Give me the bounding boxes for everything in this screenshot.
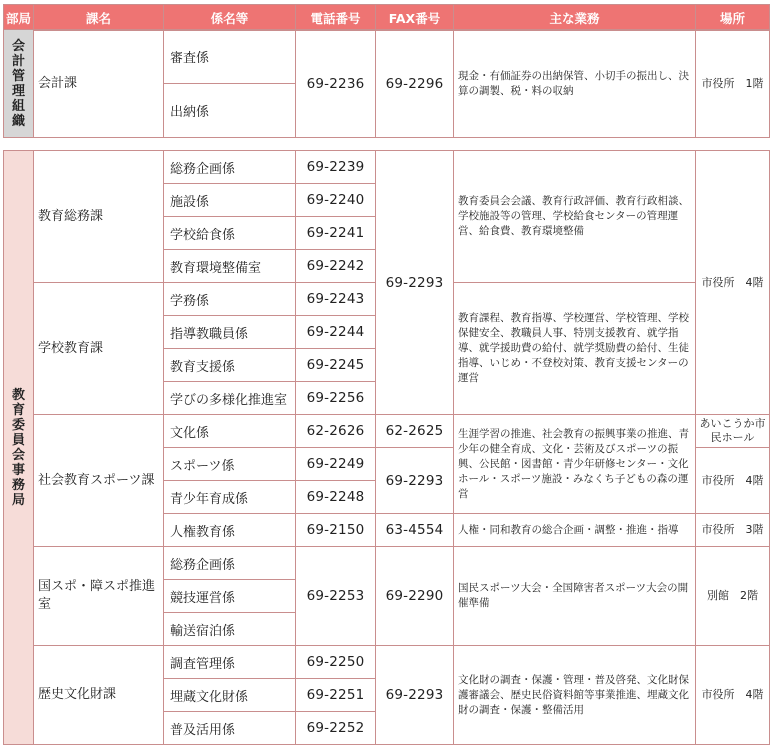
place-sports: 市役所 4階 (696, 448, 770, 514)
place-history-culture: 市役所 4階 (696, 646, 770, 745)
education-table (3, 150, 770, 745)
tel-general-planning: 69-2239 (296, 151, 376, 184)
unit-youth: 青少年育成係 (164, 481, 296, 514)
unit-survey: 調査管理係 (164, 646, 296, 679)
duties-social-sports: 生涯学習の推進、社会教育の振興事業の推進、青少年の健全育成、文化・芸術及びスポーツの振興、公民館・図書館・青少年研修センター・文化ホール・スポーツ施設・みなくち子どもの森の運営 (454, 415, 696, 514)
place-culture: あいこうか市民ホール (696, 415, 770, 448)
duties-accounting: 現金・有価証券の出納保管、小切手の振出し、決算の調製、税・料の収納 (454, 30, 696, 138)
place-education-shared: 市役所 4階 (696, 151, 770, 415)
header-section: 課名 (34, 5, 164, 31)
section-sports-promotion: 国スポ・障スポ推進室 (34, 547, 164, 646)
place-sports-promotion: 別館 2階 (696, 547, 770, 646)
unit-education-support: 教育支援係 (164, 349, 296, 382)
unit-environment: 教育環境整備室 (164, 250, 296, 283)
fax-sports: 69-2293 (376, 448, 454, 514)
fax-human-rights: 63-4554 (376, 514, 454, 547)
header-unit: 係名等 (164, 5, 296, 31)
unit-transport: 輸送宿泊係 (164, 613, 296, 646)
duties-sports-promotion: 国民スポーツ大会・全国障害者スポーツ大会の開催準備 (454, 547, 696, 646)
header-duties: 主な業務 (454, 5, 696, 31)
table-header (3, 4, 770, 31)
place-accounting: 市役所 1階 (696, 30, 770, 138)
unit-general-planning: 総務企画係 (164, 151, 296, 184)
fax-education-shared: 69-2293 (376, 151, 454, 415)
tel-outreach: 69-2252 (296, 712, 376, 745)
place-human-rights: 市役所 3階 (696, 514, 770, 547)
tel-academic: 69-2243 (296, 283, 376, 316)
tel-human-rights: 69-2150 (296, 514, 376, 547)
unit-culture: 文化係 (164, 415, 296, 448)
unit-sports: スポーツ係 (164, 448, 296, 481)
unit-outreach: 普及活用係 (164, 712, 296, 745)
section-school-education: 学校教育課 (34, 283, 164, 415)
section-history-culture: 歴史文化財課 (34, 646, 164, 745)
unit-academic: 学務係 (164, 283, 296, 316)
duties-human-rights: 人権・同和教育の総合企画・調整・推進・指導 (454, 514, 696, 547)
header-fax: FAX番号 (376, 5, 454, 31)
dept-accounting: 会計管理組織 (4, 30, 34, 138)
tel-culture: 62-2626 (296, 415, 376, 448)
accounting-table (3, 29, 770, 138)
section-general-affairs: 教育総務課 (34, 151, 164, 283)
unit-guidance-staff: 指導教職員係 (164, 316, 296, 349)
unit-audit: 審査係 (164, 30, 296, 84)
unit-competition: 競技運営係 (164, 580, 296, 613)
unit-human-rights: 人権教育係 (164, 514, 296, 547)
tel-sports: 69-2249 (296, 448, 376, 481)
header-tel: 電話番号 (296, 5, 376, 31)
unit-facilities: 施設係 (164, 184, 296, 217)
fax-accounting: 69-2296 (376, 30, 454, 138)
header-dept: 部局 (4, 5, 34, 31)
tel-sports-promotion: 69-2253 (296, 547, 376, 646)
unit-sp-planning: 総務企画係 (164, 547, 296, 580)
unit-cashier: 出納係 (164, 84, 296, 138)
section-accounting: 会計課 (34, 30, 164, 138)
tel-facilities: 69-2240 (296, 184, 376, 217)
tel-education-support: 69-2245 (296, 349, 376, 382)
tel-guidance-staff: 69-2244 (296, 316, 376, 349)
tel-diversity: 69-2256 (296, 382, 376, 415)
tel-youth: 69-2248 (296, 481, 376, 514)
duties-school-education: 教育課程、教育指導、学校運営、学校管理、学校保健安全、教職員人事、特別支援教育、就学指導、就学援助費の給付、就学奨励費の給付、生徒指導、いじめ・不登校対策、教育支援センターの運営 (454, 283, 696, 415)
unit-diversity: 学びの多様化推進室 (164, 382, 296, 415)
unit-school-lunch: 学校給食係 (164, 217, 296, 250)
duties-history-culture: 文化財の調査・保護・管理・普及啓発、文化財保護審議会、歴史民俗資料館等事業推進、埋蔵文化財の調査・保護・整備活用 (454, 646, 696, 745)
tel-survey: 69-2250 (296, 646, 376, 679)
tel-buried: 69-2251 (296, 679, 376, 712)
fax-history-culture: 69-2293 (376, 646, 454, 745)
duties-general-affairs: 教育委員会会議、教育行政評価、教育行政相談、学校施設等の管理、学校給食センターの管理運営、給食費、教育環境整備 (454, 151, 696, 283)
tel-school-lunch: 69-2241 (296, 217, 376, 250)
unit-buried: 埋蔵文化財係 (164, 679, 296, 712)
section-social-sports: 社会教育スポーツ課 (34, 415, 164, 547)
fax-sports-promotion: 69-2290 (376, 547, 454, 646)
header-place: 場所 (696, 5, 770, 31)
tel-accounting: 69-2236 (296, 30, 376, 138)
tel-environment: 69-2242 (296, 250, 376, 283)
fax-culture: 62-2625 (376, 415, 454, 448)
dept-education: 教育委員会事務局 (4, 151, 34, 745)
